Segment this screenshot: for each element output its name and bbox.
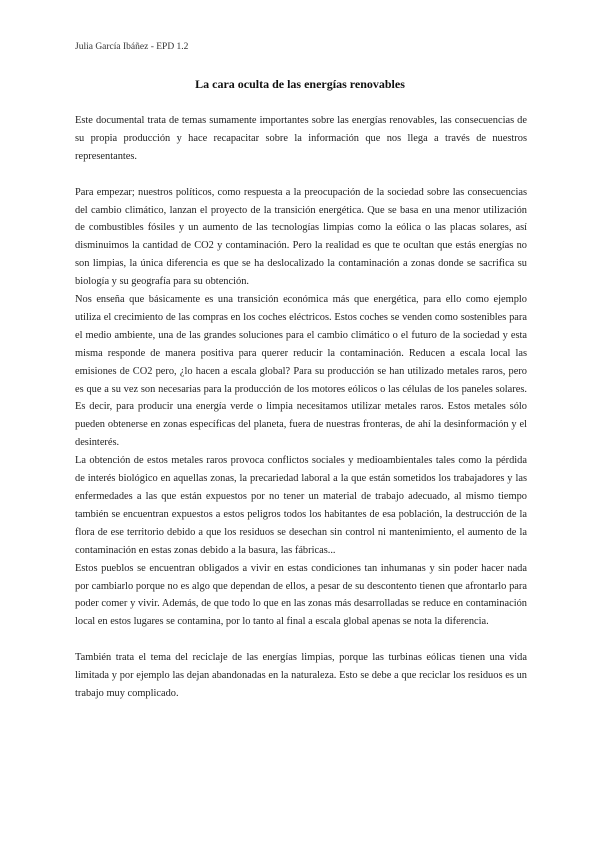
- paragraph-intro: Este documental trata de temas sumamente importantes sobre las energías renovables, las consecuencias de su propia producción y hace recapacitar sobre la información que nos llega a través de nuestros representantes.: [75, 115, 527, 162]
- document-body: [75, 112, 527, 703]
- paragraph-recycling: También trata el tema del reciclaje de las energías limpias, porque las turbinas eólicas tienen una vida limitada y por ejemplo las dejan abandonadas en la naturaleza. Esto se debe a que reciclar los residuos es un trabajo muy complicado.: [75, 652, 527, 699]
- paragraph-villages: Estos pueblos se encuentran obligados a vivir en estas condiciones tan inhumanas y sin poder hacer nada por cambiarlo porque no es algo que dependan de ellos, a pesar de su descontento tienen que afrontarlo para poder comer y vivir. Además, de que todo lo que en las zonas más desarrolladas se reduce en contaminación local en estos lugares se contamina, por lo tanto al final a escala global apenas se nota la diferencia.: [75, 562, 527, 628]
- paragraph-electric-cars: Nos enseña que básicamente es una transición económica más que energética, para ello como ejemplo utiliza el crecimiento de las compras en los coches eléctricos. Estos coches se venden como sostenibles para el medio ambiente, una de las grandes soluciones para el cambio climático o el futuro de la sociedad y esta misma responde de manera positiva para querer reducir la contaminación. Reducen a escala local las emisiones de CO2 pero, ¿lo hacen a escala global? Para su producción se han utilizado metales raros, pero es que a su vez son necesarias para la producción de los motores eólicos o las células de los paneles solares. Es decir, para producir una energía verde o limpia necesitamos utilizar metales raros. Estos metales sólo pueden obtenerse en zonas específicas del planeta, fuera de nuestras fronteras, de ahí la desinformación y el desinterés.: [75, 294, 527, 449]
- document-title: La cara oculta de las energías renovables: [195, 77, 405, 91]
- paragraph-rare-metals: La obtención de estos metales raros provoca conflictos sociales y medioambientales tales como la pérdida de interés biológico en aquellas zonas, la precariedad laboral a la que están sometidos los trabajadores y las enfermedades a las que están expuestos por no tener un material de trabajo adecuado, al mismo tiempo también se encuentran expuestos a estos peligros todos los habitantes de esa población, la destrucción de la flora de ese territorio debido a que los residuos se desechan sin control ni mantenimiento, el aumento de la contaminación en estas zonas debido a la basura, las fábricas...: [75, 455, 527, 556]
- paragraph-politics: Para empezar; nuestros políticos, como respuesta a la preocupación de la sociedad sobre las consecuencias del cambio climático, lanzan el proyecto de la transición energética. Que se basa en una menor utilización de combustibles fósiles y un aumento de las tecnologías limpias como la eólica o las placas solares, así disminuimos la cantidad de CO2 y contaminación. Pero la realidad es que te ocultan que estás energías no son limpias, la única diferencia es que se ha deslocalizado la contaminación a zonas donde se sacrifica su biología y su geografía para su obtención.: [75, 186, 527, 288]
- running-header: Julia García Ibáñez - EPD 1.2: [75, 42, 189, 52]
